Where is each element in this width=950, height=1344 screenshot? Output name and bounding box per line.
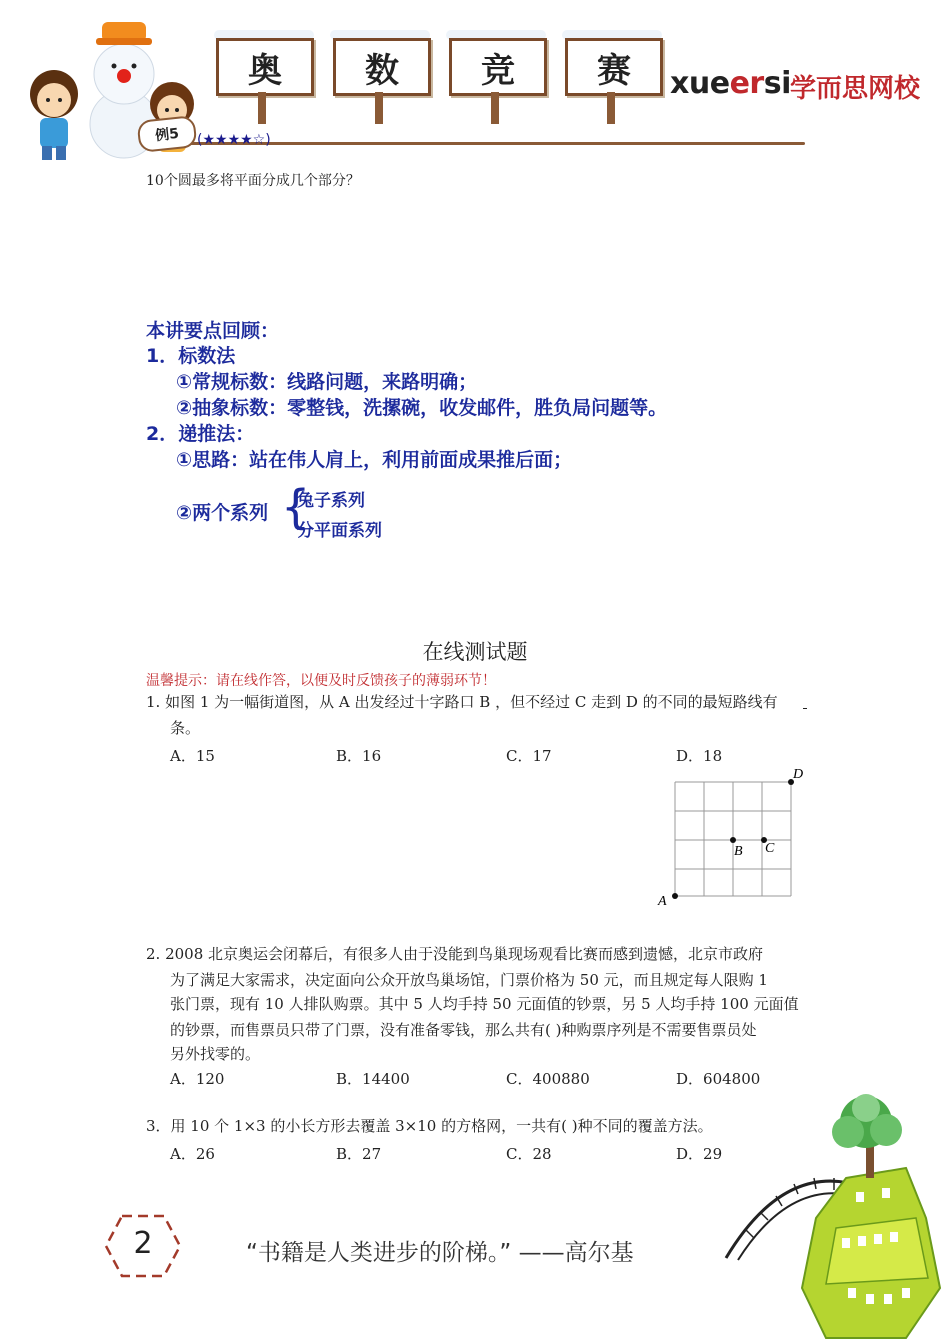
street-grid-figure (650, 762, 815, 912)
difficulty-stars: (★★★★☆) (197, 132, 271, 148)
sign-shu: 数 (333, 38, 431, 96)
q1-option-c[interactable]: C．17 (506, 747, 552, 765)
label-d: D (793, 767, 804, 782)
q2-option-b[interactable]: B．14400 (336, 1070, 410, 1088)
review-item-2b-opt1: 兔子系列 (297, 491, 365, 511)
test-hint: 温馨提示：请在线作答，以便及时反馈孩子的薄弱环节！ (146, 673, 496, 689)
label-c: C (765, 841, 775, 856)
page-number: 2 (133, 1226, 153, 1261)
review-item-1b: ②抽象标数：零整钱，洗摞碗，收发邮件，胜负局问题等。 (176, 397, 668, 419)
question-2-line2: 为了满足大家需求，决定面向公众开放鸟巢场馆，门票价格为 50 元，而且规定每人限购 1 (170, 971, 768, 989)
review-item-2b-label: ②两个系列 (176, 502, 269, 524)
review-item-2a: ①思路：站在伟人肩上，利用前面成果推后面； (176, 449, 573, 471)
question-3-line1: 3．用 10 个 1×3 的小长方形去覆盖 3×10 的方格网，一共有( )种不同的覆盖方法。 (146, 1117, 713, 1135)
review-title: 本讲要点回顾： (146, 320, 280, 342)
point-b (730, 837, 736, 843)
q1-option-d[interactable]: D．18 (676, 747, 723, 765)
footer-quote: “书籍是人类进步的阶梯。” ——高尔基 (246, 1240, 634, 1266)
q3-option-b[interactable]: B．27 (336, 1145, 382, 1163)
q3-option-d[interactable]: D．29 (676, 1145, 723, 1163)
q1-option-b[interactable]: B．16 (336, 747, 382, 765)
q3-option-c[interactable]: C．28 (506, 1145, 552, 1163)
header (0, 0, 950, 160)
label-a: A (658, 894, 667, 909)
brace-symbol: { (281, 480, 311, 534)
question-1-line2: 条。 (170, 719, 201, 737)
q2-option-c[interactable]: C．400880 (506, 1070, 590, 1088)
tree-tower-illustration (716, 1088, 950, 1344)
q1-option-a[interactable]: A．15 (170, 747, 215, 765)
review-item-1a: ①常规标数：线路问题，来路明确； (176, 371, 478, 393)
label-b: B (734, 844, 743, 859)
example-question: 10个圆最多将平面分成几个部分？ (146, 173, 360, 189)
review-item-1: 1．标数法 (146, 345, 236, 367)
q2-option-d[interactable]: D．604800 (676, 1070, 761, 1088)
question-2-line1: 2. 2008 北京奥运会闭幕后，有很多人由于没能到鸟巢现场观看比赛而感到遗憾，北京市政府 (146, 945, 764, 963)
q2-option-a[interactable]: A．120 (170, 1070, 225, 1088)
question-1-line1: 1. 如图 1 为一幅街道图，从 A 出发经过十字路口 B ，但不经过 C 走到 D 的不同的最短路线有 (146, 693, 778, 711)
sign-jing: 竞 (449, 38, 547, 96)
question-2-line4: 的钞票，而售票员只带了门票，没有准备零钱，那么共有( )种购票序列是不需要售票员处 (170, 1021, 757, 1039)
brand-logo-cn: 学而思网校 (790, 74, 921, 104)
question-2-line5: 另外找零的。 (170, 1045, 261, 1063)
sign-sai: 赛 (565, 38, 663, 96)
question-2-line3: 张门票，现有 10 人排队购票。其中 5 人均手持 50 元面值的钞票，另 5 人均手持 100 元面值 (170, 995, 799, 1013)
example-badge: 例5 (136, 115, 197, 153)
sign-ao: 奥 (216, 38, 314, 96)
brand-logo-en: xueersi (670, 66, 791, 101)
review-item-2: 2．递推法： (146, 423, 255, 445)
point-a (672, 893, 678, 899)
test-title: 在线测试题 (422, 640, 528, 664)
header-rule (190, 142, 805, 145)
review-item-2b-opt2: 分平面系列 (297, 521, 382, 541)
q3-option-a[interactable]: A．26 (170, 1145, 215, 1163)
